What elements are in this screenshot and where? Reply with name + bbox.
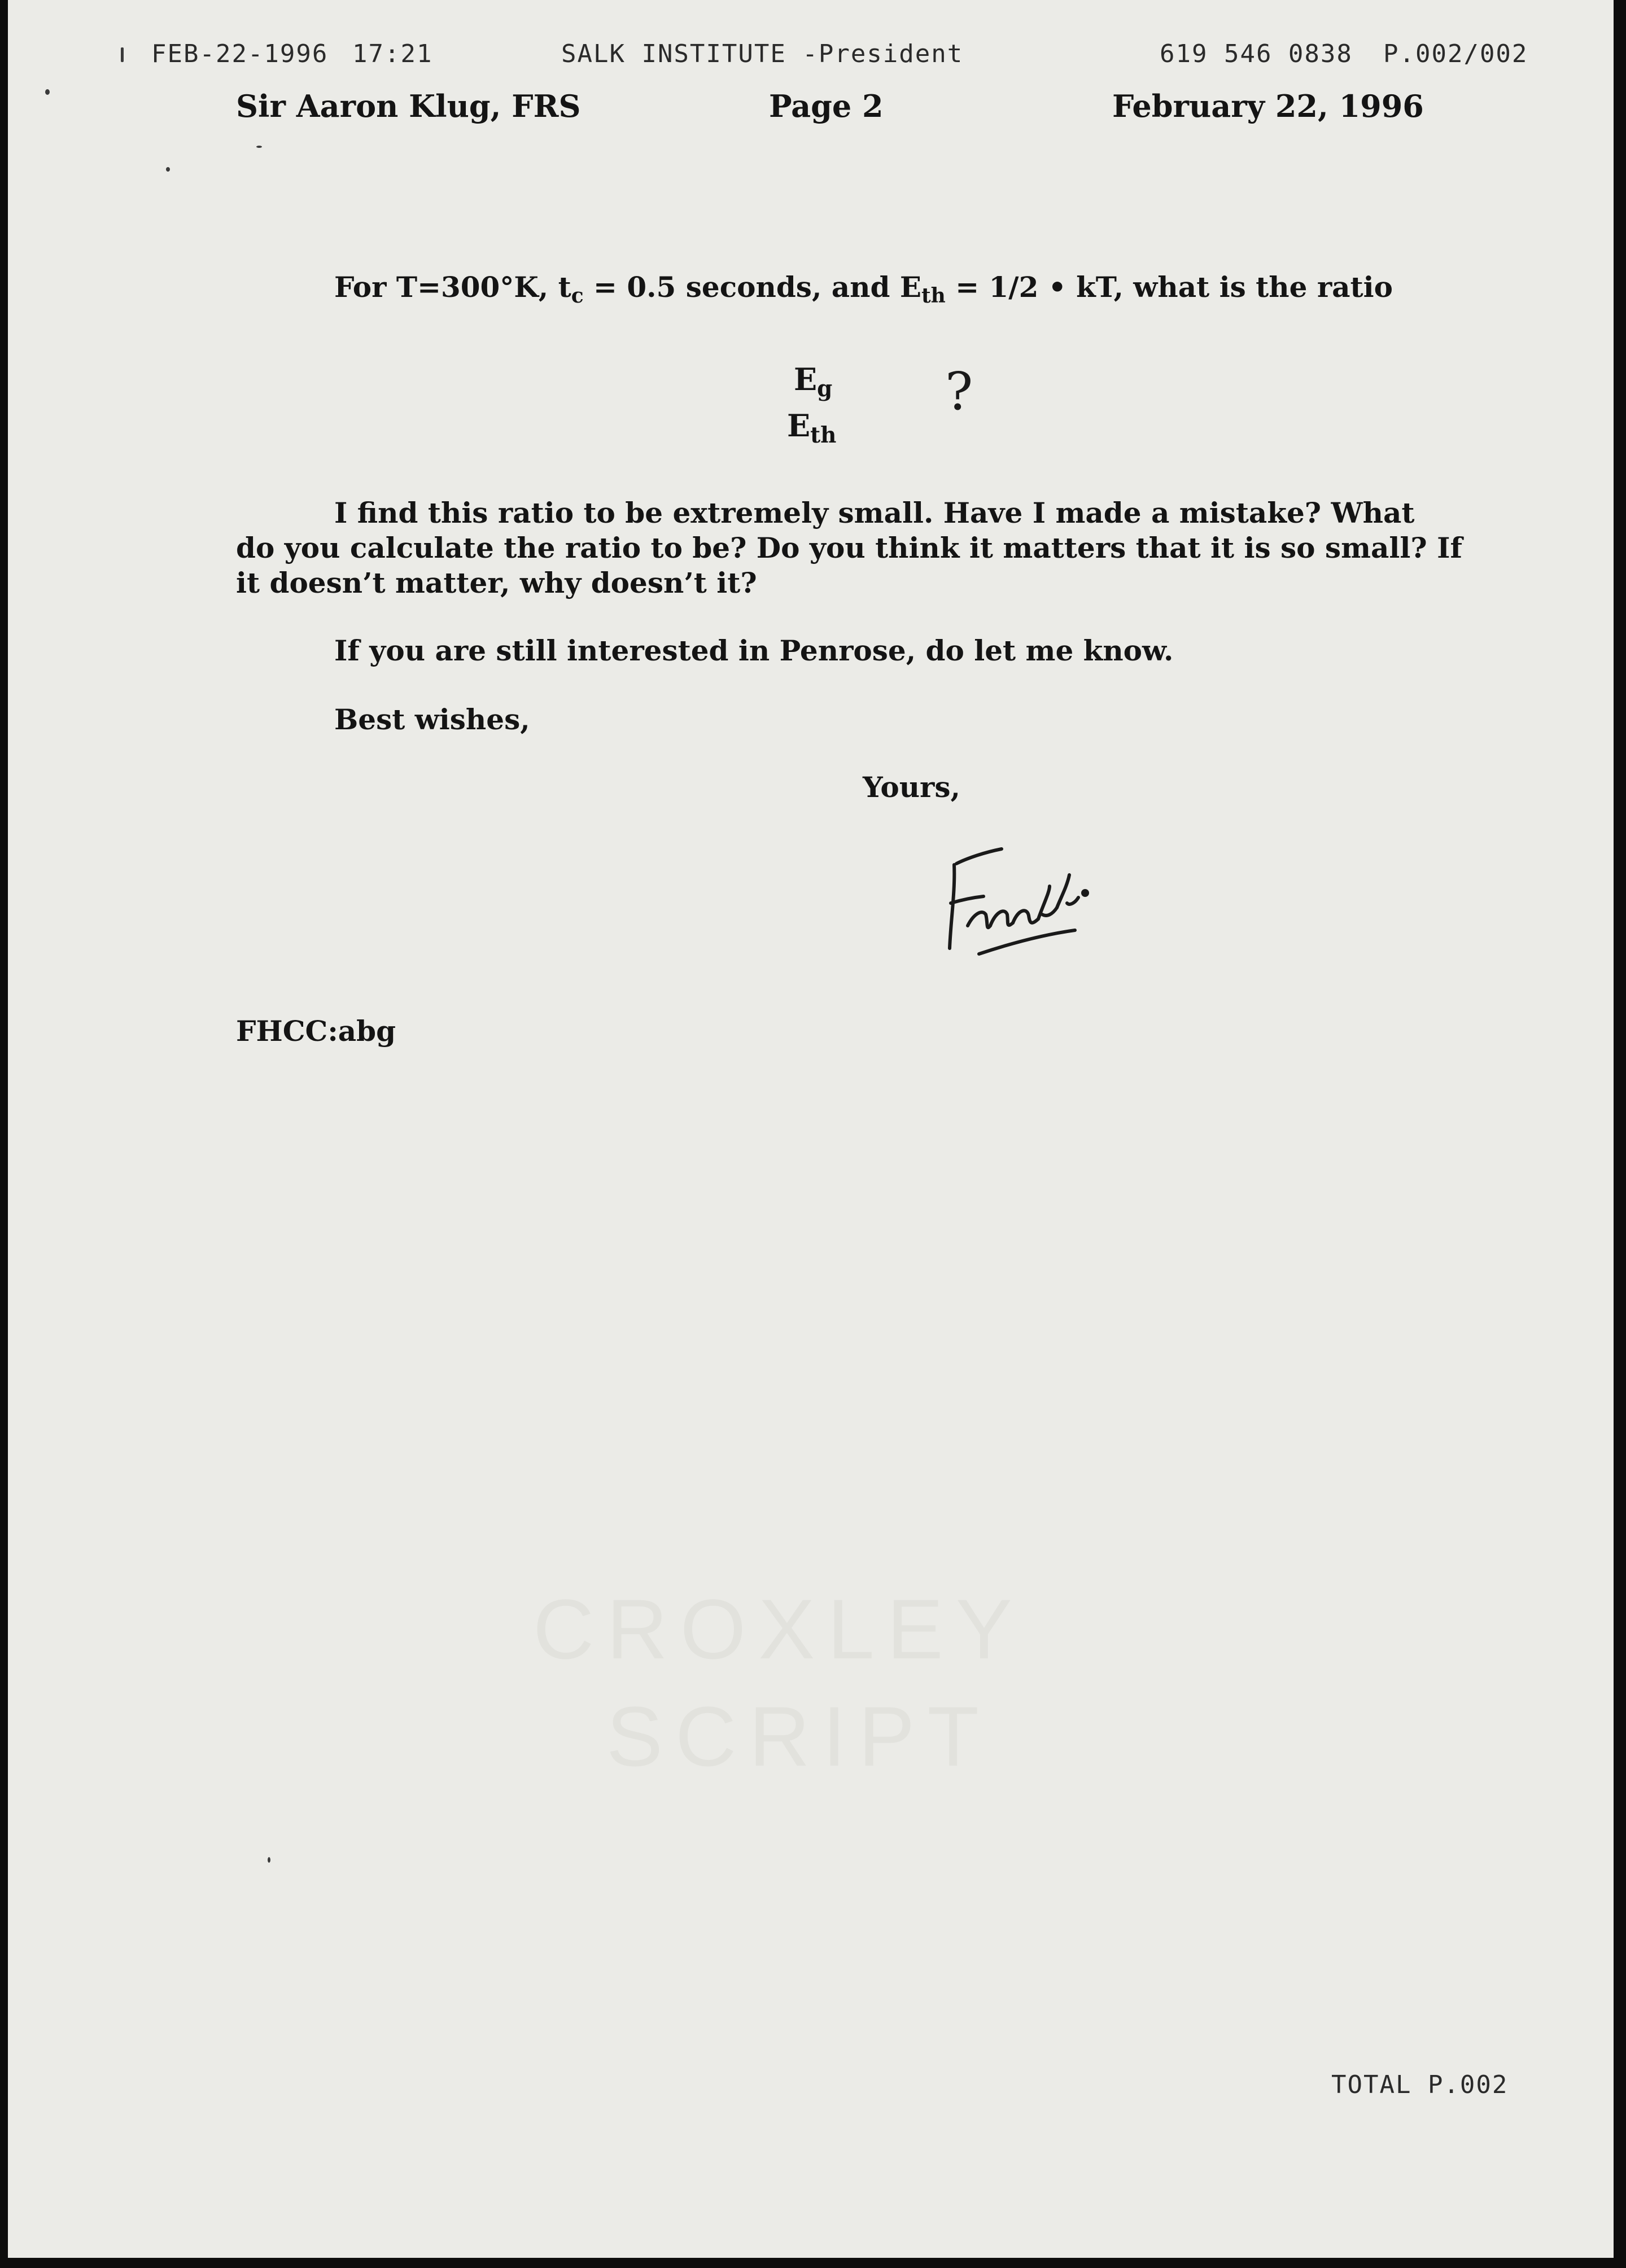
formula-line bbox=[334, 270, 1393, 313]
paragraph-line-1: I find this ratio to be extremely small. Have I made a mistake? What bbox=[334, 496, 1415, 529]
formula-part3: = 1/2 • kT, what is the ratio bbox=[945, 270, 1393, 304]
handwritten-question-mark: ? bbox=[945, 361, 973, 422]
scan-speck bbox=[268, 1857, 270, 1863]
recipient: Sir Aaron Klug, FRS bbox=[236, 88, 581, 124]
ratio-numerator bbox=[794, 361, 832, 402]
denominator-subscript: th bbox=[810, 422, 837, 448]
ratio-denominator bbox=[787, 408, 836, 448]
subscript-c: c bbox=[571, 284, 584, 308]
letter-date: February 22, 1996 bbox=[1112, 88, 1424, 124]
salutation: Best wishes, bbox=[334, 703, 530, 736]
paragraph-line-3: it doesn’t matter, why doesn’t it? bbox=[236, 566, 757, 599]
scan-speck bbox=[45, 89, 50, 95]
watermark-line-2: SCRIPT bbox=[606, 1689, 992, 1784]
scan-speck bbox=[121, 47, 124, 62]
fax-page: P.002/002 bbox=[1383, 40, 1528, 68]
paragraph-2: If you are still interested in Penrose, do let me know. bbox=[334, 634, 1174, 667]
subscript-th: th bbox=[921, 284, 946, 308]
numerator-e: E bbox=[794, 361, 818, 397]
watermark-line-1: CROXLEY bbox=[533, 1582, 1025, 1676]
fax-time: 17:21 bbox=[352, 40, 433, 68]
formula-part2: = 0.5 seconds, and E bbox=[583, 270, 921, 304]
scan-speck bbox=[256, 146, 262, 148]
fax-date: FEB-22-1996 bbox=[151, 40, 329, 68]
fax-footer: TOTAL P.002 bbox=[1331, 2070, 1509, 2099]
numerator-subscript: g bbox=[817, 375, 833, 402]
paragraph-line-2: do you calculate the ratio to be? Do you think it matters that it is so small? If bbox=[236, 531, 1462, 564]
denominator-e: E bbox=[787, 408, 811, 444]
fax-phone: 619 546 0838 bbox=[1160, 40, 1353, 68]
page-number: Page 2 bbox=[769, 88, 884, 124]
formula-part1: For T=300°K, t bbox=[334, 270, 571, 304]
typist-reference: FHCC:abg bbox=[236, 1014, 396, 1048]
signature bbox=[934, 841, 1120, 971]
fax-sender: SALK INSTITUTE -President bbox=[561, 40, 964, 68]
letter-page bbox=[8, 0, 1614, 2258]
scan-speck bbox=[166, 167, 170, 172]
closing: Yours, bbox=[863, 770, 960, 804]
